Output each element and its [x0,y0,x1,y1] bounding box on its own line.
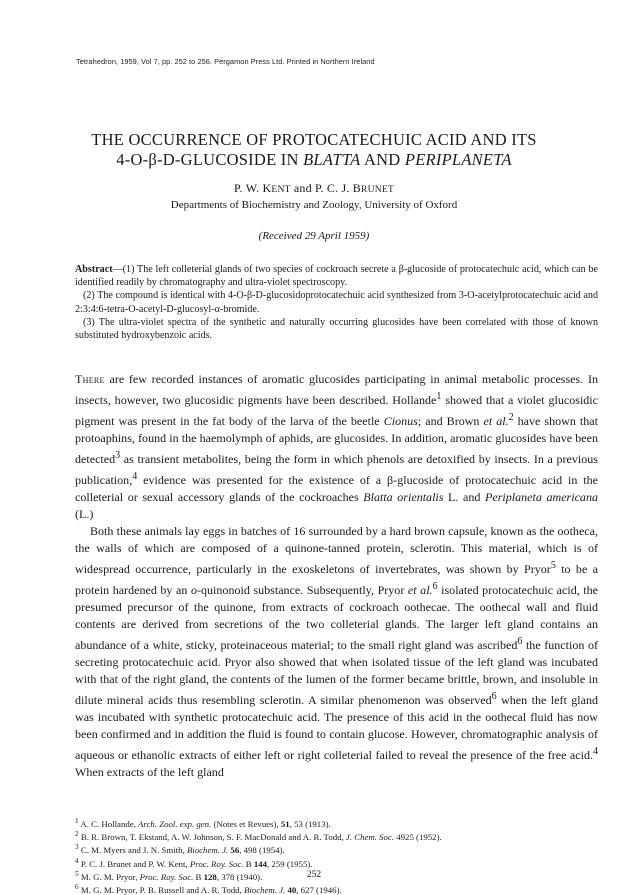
footnotes [75,816,598,895]
species-name: Periplaneta americana [485,490,598,505]
abstract [75,263,598,342]
footnote-marker: 3 [75,842,79,852]
journal-name: Arch. Zool. exp. gen. [138,818,212,829]
text-run: -quinonoid substance. Subsequently, Pryor [197,583,408,598]
paper-title [40,130,588,169]
text-run: when the left gland was incubated with synthetic protocatechuic acid. The presence of this acid in the oothecal fluid has now been confirmed and in addition the fluid is found to contain glucose. However, chromatographic analysis of aqueous or ethanolic extracts of either left or right colleterial failed to reveal the presence of the free acid. [75,693,598,763]
body-text [75,371,598,781]
citation-ref: 6 [491,691,497,703]
affiliation: Departments of Biochemistry and Zoology, University of Oxford [170,199,458,211]
footnote-marker: 1 [75,816,79,825]
footnote-marker: 4 [75,855,79,865]
et-al: et al. [483,414,509,429]
abstract-point-1-text: —(1) The left colleterial glands of two species of cockroach secrete a β-glucoside of protocatechuic acid, which can be identified readily by chromatography and ultra-violet spectroscopy. [75,264,598,289]
text-run: are few recorded instances of aromatic glucosides participating in animal metabolic processes. In insects, however, two glucosidic pigments have been described. Hollande [75,372,598,408]
journal-name: Biochem. J. [186,845,229,856]
footnote-text: , 378 (1940). [216,871,263,882]
citation-ref: 5 [550,560,556,572]
author-2-initial: P. C. J. B [314,181,362,195]
citation-ref: 6 [432,581,438,593]
footnote-text: C. M. Myers and J. N. Smith, [78,845,187,856]
footnote-marker: 6 [75,882,79,892]
opening-word: There [75,372,105,386]
citation-ref: 4 [132,471,138,483]
title-line-1: THE OCCURRENCE OF PROTOCATECHUIC ACID AND ITS [91,130,537,149]
journal-reference: Tetrahedron, 1959, Vol 7, pp. 252 to 256. Pergamon Press Ltd. Printed in Northern Ireland [76,57,375,66]
volume-number: 40 [287,885,297,895]
footnote-text: , 627 (1946). [296,885,342,895]
footnote-6 [75,882,598,895]
text-run: to be a protein hardened by an [75,562,599,598]
footnote-text: A. C. Hollande, [78,818,139,829]
species-name: Cionus [383,414,418,429]
species-name: Blatta orientalis [363,490,444,505]
text-run: the function of secreting protocatechuic acid. Pryor also showed that when isolated tissue of the left gland was incubated with that of the right gland, the contents of the lumen of the former became brittle, brown, and insoluble in dilute mineral acids thus resembling sclerotin. A similar phenomenon was observed [75,638,599,708]
body-paragraph-2 [75,523,598,781]
author-2-surname-rest: RUNET [361,184,394,195]
volume-number: 128 [203,871,217,882]
title-genus-periplaneta: PERIPLANETA [404,149,512,169]
citation-ref: 2 [508,412,514,424]
text-run: When extracts of the left gland [75,765,224,780]
footnote-text: B [243,858,254,869]
footnote-1 [75,816,598,829]
abstract-label: Abstract [75,264,113,275]
author-1-surname-rest: ENT [271,184,291,195]
abstract-point-3: (3) The ultra-violet spectra of the synthetic and naturally occurring glucosides have been correlated with those of known substituted hydroxybenzoic acids. [75,316,598,342]
volume-number: 51 [280,818,290,829]
received-date: (Received 29 April 1959) [258,230,370,242]
footnote-marker: 2 [75,829,79,839]
abstract-point-2: (2) The compound is identical with 4-O-β-D-glucosidoprotocatechuic acid synthesized from 3-O-acetylprotocatechuic acid and 2:3:4:6-tetra-O-acetyl-D-glucosyl-α-bromide. [75,290,598,315]
title-line-2-prefix: 4-O-β-D-GLUCOSIDE IN [116,149,304,169]
citation-ref: 6 [517,636,523,648]
footnote-text: 4925 (1952). [394,832,442,843]
footnote-text: , 498 (1954). [239,845,285,856]
footnote-text: P. C. J. Brunet and P. W. Kent, [78,858,190,869]
text-run: as transient metabolites, being the form in which phenols are detoxified by insects. In a previous publication, [75,452,598,488]
footnote-text: B. R. Brown, T. Ekstand, A. W. Johnson, S. F. MacDonald and A. R. Todd, [78,832,346,843]
text-run: have shown that protoaphins, found in the haemolymph of aphids, are glucosides. In addition, aromatic glucosides have been detected [75,414,598,467]
journal-name: J. Chem. Soc. [345,832,395,843]
text-run: ; and Brown [417,414,484,429]
footnote-2 [75,829,598,842]
author-conjunction: and [290,181,315,195]
title-genus-blatta: BLATTA [303,149,361,169]
ortho-prefix: o [190,583,197,598]
citation-ref: 3 [115,450,121,462]
author-list [40,181,588,196]
citation-ref: 1 [436,391,442,402]
title-line-2 [40,150,588,170]
footnote-marker: 5 [75,868,79,878]
body-paragraph-1 [75,371,598,523]
page-number: 252 [306,870,322,880]
footnote-text: , 259 (1955). [267,858,313,869]
footnote-text: M. G. M. Pryor, P. B. Russell and A. R. Todd, [78,885,244,895]
text-run: L. and [443,490,485,505]
volume-number: 144 [253,858,268,869]
text-run: showed that a violet glucosidic pigment was present in the fat body of the larva of the beetle [75,393,599,429]
footnote-4 [75,856,598,869]
footnote-text: B [193,871,204,882]
footnote-text: (Notes et Revues), [211,818,281,829]
text-run: isolated protocatechuic acid, the presumed precursor of the quinone, from extracts of cockroach oothecae. The oothecal wall and fluid contents are derived from secretions of the two colleterial glands. The larger left gland contains an abundance of a white, sticky, proteinaceous material; to the small right gland was ascribed [75,583,599,653]
text-run: evidence was presented for the existence of a β-glucoside of protocatechuic acid in the colleterial or sexual accessory glands of the cockroaches [75,473,598,505]
et-al: et al. [407,583,433,598]
footnote-3 [75,842,598,855]
journal-name: Proc. Roy. Soc. [189,858,244,869]
abstract-point-1 [75,263,598,289]
title-and: AND [360,149,405,169]
footnote-text: M. G. M. Pryor, [78,871,140,882]
journal-name: Proc. Roy. Soc. [139,871,194,882]
author-1-initial: P. W. K [233,181,272,195]
text-run: (L.) [75,507,94,522]
volume-number: 56 [230,845,240,856]
footnote-text: , 53 (1913). [289,818,331,829]
citation-ref: 4 [592,746,598,758]
journal-name: Biochem. J. [243,885,286,895]
text-run: Both these animals lay eggs in batches of 16 surrounded by a hard brown capsule, known as the ootheca, the walls of which are composed of a quinone-tanned protein, sclerotin. This material, which is of widespread occurrence, particularly in the exoskeletons of invertebrates, was shown by Pryor [75,524,598,577]
